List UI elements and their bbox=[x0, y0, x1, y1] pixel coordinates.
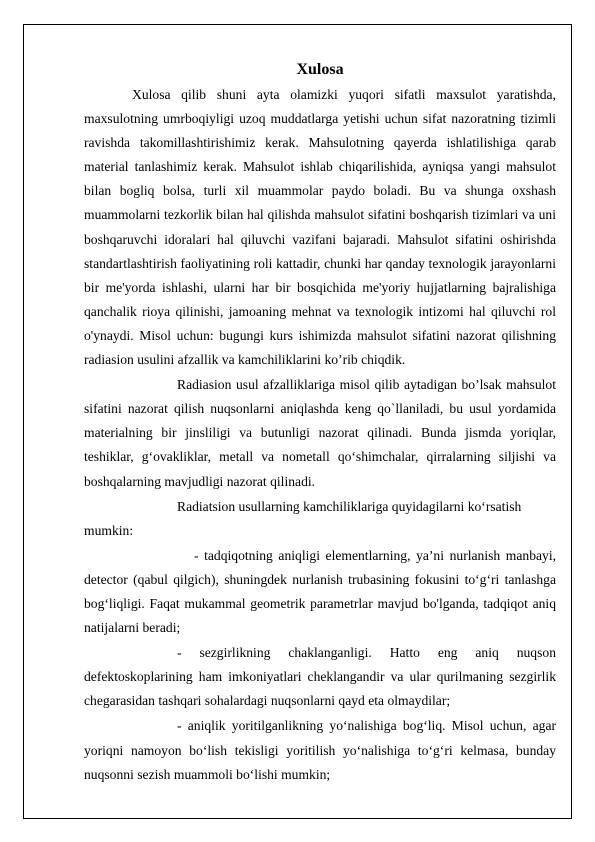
advantages-paragraph: Radiasion usul afzalliklariga misol qilib aytadigan bo’lsak mahsulot sifatini nazorat qilish nuqsonlarni aniqlashda keng qo`llaniladi, bu usul yordamida materialning bir jinsliligi va butunligi nazorat qilinadi. Bunda jismda yoriqlar, teshiklar, g‘ovakliklar, metall va nometall qo‘shimchalar, qirralarning siljishi va boshqalarning mavjudligi nazorat qilinadi. bbox=[84, 377, 556, 489]
conclusion-paragraph: Xulosa qilib shuni ayta olamizki yuqori sifatli maxsulot yaratishda, maxsulotning umrboqiyligi uzoq muddatlarga yetishi uchun sifat nazoratning tizimli ravishda takomillashtirishimiz kerak. Mahsulotning qayerda ishlatilishiga qarab material tanlashimiz kerak. Mahsulot ishlab chiqarilishida, ayniqsa yangi mahsulot bilan bogliq bolsa, turli xil muammolar paydo boladi. Bu va shunga oxshash muammolarni tezkorlik bilan hal qilishda mahsulot sifatini boshqarish tizimlari va uni boshqaruvchi idoralari hal qiluvchi vazifani bajaradi. Mahsulot sifatini oshirishda standartlashtirish faoliyatining roli kattadir, chunki har qanday texnologik jarayonlarni bir me'yorda ishlashi, ularni har bir bosqichida me'yoriy hujjatlarning bajralishiga qanchalik rioya qilinishi, jamoaning mehnat va texnologik intizomi hal qiluvchi rol o'ynaydi. Misol uchun: bugungi kurs ishimizda mahsulot sifatini nazorat qilishning radiasion usulini afzallik va kamchiliklarini ko’rib chiqdik. bbox=[84, 87, 556, 368]
disadvantage-item-2: - sezgirlikning chaklanganligi. Hatto eng aniq nuqson defektoskoplarining ham imkoniyatlari cheklangandir va ular qurilmaning sezgirlik chegarasidan tashqari sohalardagi nuqsonlarni qayd eta olmaydilar; bbox=[84, 645, 556, 709]
document-body bbox=[84, 59, 556, 787]
disadvantage-item-3: - aniqlik yoritilganlikning yo‘nalishiga bog‘liq. Misol uchun, agar yoriqni namoyon bo‘lish tekisligi yoritilish yo‘nalishiga to‘g‘ri kelmasa, bunday nuqsonni sezish muammoli bo‘lishi mumkin; bbox=[84, 718, 556, 782]
disadvantage-item-1: - tadqiqotning aniqligi elementlarning, ya’ni nurlanish manbayi, detector (qabul qilgich), shuningdek nurlanish trubasining fokusini to‘g‘ri tanlashga bog‘liqligi. Faqat mukammal geometrik parametrlar mavjud bo'lganda, tadqiqot aniq natijalarni beradi; bbox=[84, 547, 556, 636]
disadvantages-intro: Radiatsion usullarning kamchiliklariga quyidagilarni ko‘rsatish mumkin: bbox=[84, 498, 522, 538]
document-title: Xulosa bbox=[296, 61, 344, 78]
